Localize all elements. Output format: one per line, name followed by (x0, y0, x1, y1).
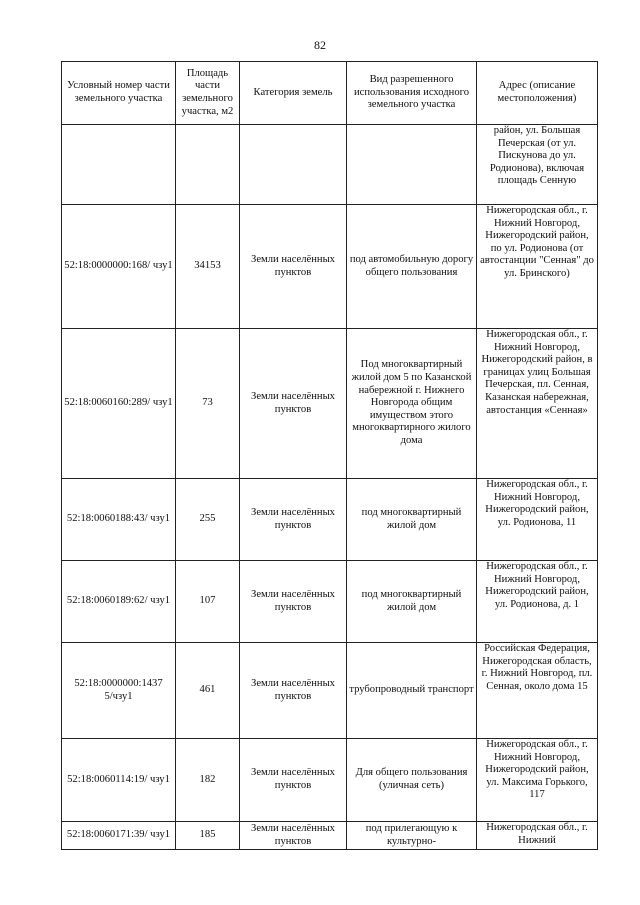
parcel-number-cell: 52:18:0060171:39/ чзу1 (62, 822, 176, 850)
table-row (62, 205, 598, 329)
parcel-number-cell: 52:18:0060160:289/ чзу1 (62, 329, 176, 479)
use-cell (347, 125, 477, 205)
address-cell: Нижегородская обл., г. Нижний Новгород, Нижегородский район, ул. Родионова, 11 (477, 479, 598, 561)
category-cell: Земли населённых пунктов (240, 739, 347, 822)
table-row (62, 643, 598, 739)
header-parcel-number: Условный номер части земельного участка (62, 62, 176, 125)
category-cell: Земли населённых пунктов (240, 479, 347, 561)
address-cell: Российская Федерация, Нижегородская область, г. Нижний Новгород, пл. Сенная, около дома 15 (477, 643, 598, 739)
use-cell: под многоквартирный жилой дом (347, 479, 477, 561)
category-cell: Земли населённых пунктов (240, 205, 347, 329)
address-cell: район, ул. Большая Печерская (от ул. Пискунова до ул. Родионова), включая площадь Сенную (477, 125, 598, 205)
area-cell: 461 (176, 643, 240, 739)
page-number: 82 (314, 38, 326, 52)
area-cell: 182 (176, 739, 240, 822)
address-cell: Нижегородская обл., г. Нижний Новгород, Нижегородский район, ул. Родионова, д. 1 (477, 561, 598, 643)
address-cell: Нижегородская обл., г. Нижний (477, 822, 598, 850)
parcel-number-cell: 52:18:0060114:19/ чзу1 (62, 739, 176, 822)
table-row (62, 479, 598, 561)
use-cell: трубопроводный транспорт (347, 643, 477, 739)
area-cell: 107 (176, 561, 240, 643)
use-cell: под прилегающую к культурно- (347, 822, 477, 850)
address-cell: Нижегородская обл., г. Нижний Новгород, Нижегородский район, ул. Максима Горького, 117 (477, 739, 598, 822)
table-header-row (62, 62, 598, 125)
use-cell: Для общего пользования (уличная сеть) (347, 739, 477, 822)
parcel-number-cell: 52:18:0060189:62/ чзу1 (62, 561, 176, 643)
category-cell: Земли населённых пунктов (240, 329, 347, 479)
table-row (62, 125, 598, 205)
area-cell: 255 (176, 479, 240, 561)
area-cell (176, 125, 240, 205)
header-permitted-use: Вид разрешенного использования исходного земельного участка (347, 62, 477, 125)
header-land-category: Категория земель (240, 62, 347, 125)
address-cell: Нижегородская обл., г. Нижний Новгород, Нижегородский район, по ул. Родионова (от автостанции "Сенная" до ул. Бринского) (477, 205, 598, 329)
header-address: Адрес (описание местоположения) (477, 62, 598, 125)
table-row (62, 822, 598, 850)
use-cell: под многоквартирный жилой дом (347, 561, 477, 643)
use-cell: Под многоквартирный жилой дом 5 по Казанской набережной г. Нижнего Новгорода общим имуществом этого многоквартирного жилого дома (347, 329, 477, 479)
area-cell: 34153 (176, 205, 240, 329)
header-area: Площадь части земельного участка, м2 (176, 62, 240, 125)
area-cell: 73 (176, 329, 240, 479)
area-cell: 185 (176, 822, 240, 850)
parcel-number-cell: 52:18:0060188:43/ чзу1 (62, 479, 176, 561)
use-cell: под автомобильную дорогу общего пользования (347, 205, 477, 329)
parcel-number-cell: 52:18:0000000:1437 5/чзу1 (62, 643, 176, 739)
table-row (62, 739, 598, 822)
category-cell (240, 125, 347, 205)
category-cell: Земли населённых пунктов (240, 822, 347, 850)
table-row (62, 561, 598, 643)
parcel-number-cell (62, 125, 176, 205)
category-cell: Земли населённых пунктов (240, 643, 347, 739)
land-parcels-table (61, 61, 598, 850)
category-cell: Земли населённых пунктов (240, 561, 347, 643)
address-cell: Нижегородская обл., г. Нижний Новгород, Нижегородский район, в границах улиц Большая Печерская, пл. Сенная, Казанская набережная, автостанция «Сенная» (477, 329, 598, 479)
table-row (62, 329, 598, 479)
parcel-number-cell: 52:18:0000000:168/ чзу1 (62, 205, 176, 329)
